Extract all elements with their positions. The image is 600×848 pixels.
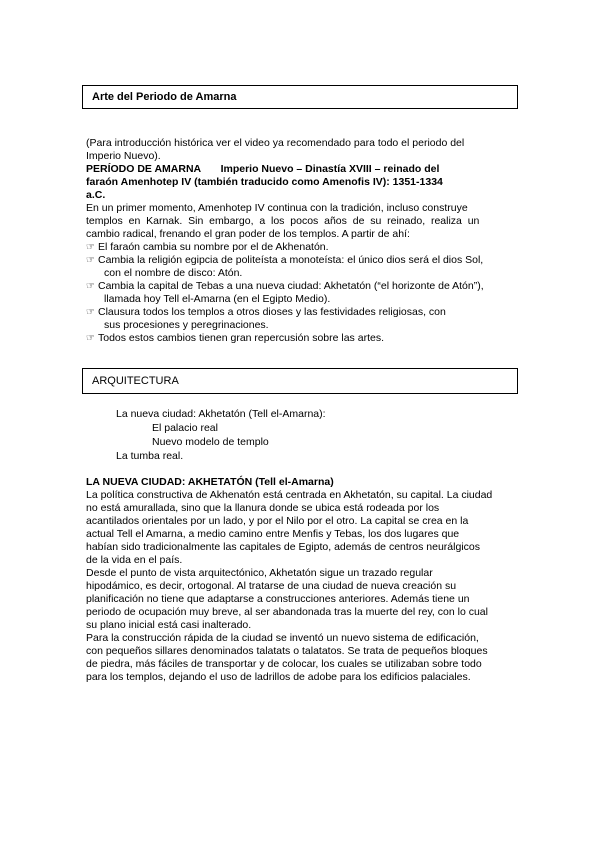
bullet-list <box>86 241 498 345</box>
intro-paragraph-line: templos en Karnak. Sin embargo, a los pocos años de su reinado, realiza un <box>86 215 480 227</box>
paragraph-line: planificación no tiene que adaptarse a construcciones anteriores. Además tiene un <box>86 593 470 605</box>
paragraph-line: periodo de ocupación muy breve, al ser abandonada tras la muerte del rey, con lo cual <box>86 606 488 618</box>
paragraph-line: de la vida en el país. <box>86 554 183 566</box>
bullet-text: Todos estos cambios tienen gran repercusión sobre las artes. <box>98 332 384 344</box>
intro-line: Imperio Nuevo). <box>86 150 161 162</box>
period-heading: a.C. <box>86 189 106 201</box>
period-heading <box>86 163 498 176</box>
section-title: ARQUITECTURA <box>92 375 179 387</box>
bullet-text: sus procesiones y peregrinaciones. <box>104 319 269 331</box>
title-box <box>82 85 518 109</box>
bullet-text: Cambia la religión egipcia de politeísta a monoteísta: el único dios será el dios Sol, <box>98 254 484 266</box>
list-item <box>86 241 498 254</box>
paragraph-line: no está amurallada, sino que la llanura donde se ubica está rodeada por los <box>86 502 440 514</box>
bullet-text: El faraón cambia su nombre por el de Akhenatón. <box>98 241 329 253</box>
period-heading-a: PERÍODO DE AMARNA <box>86 163 201 175</box>
bullet-text: con el nombre de disco: Atón. <box>104 267 243 279</box>
pointing-hand-icon: ☞ <box>86 281 95 292</box>
list-item <box>86 280 498 306</box>
bullet-text: llamada hoy Tell el-Amarna (en el Egipto Medio). <box>104 293 331 305</box>
list-item <box>86 332 498 345</box>
paragraph-line: para los templos, dejando el uso de ladrillos de adobe para los edificios palaciales. <box>86 671 471 683</box>
section-heading: LA NUEVA CIUDAD: AKHETATÓN (Tell el-Amarna) <box>86 476 334 488</box>
paragraph-line: su plano inicial está casi inalterado. <box>86 619 252 631</box>
paragraph-line: Para la construcción rápida de la ciudad se inventó un nuevo sistema de edificación, <box>86 632 479 644</box>
period-heading-b: Imperio Nuevo – Dinastía XVIII – reinado del <box>220 163 440 175</box>
paragraph-line: con pequeños sillares denominados talatats o talatatos. Se trata de pequeños bloques <box>86 645 488 657</box>
paragraph-line: habían sido tradicionalmente las capitales de Egipto, además de centros neurálgicos <box>86 541 480 553</box>
period-heading: faraón Amenhotep IV (también traducido como Amenofis IV): 1351-1334 <box>86 176 443 188</box>
outline-subitem: El palacio real <box>152 422 218 434</box>
intro-paragraph-line: cambio radical, frenando el gran poder de los templos. A partir de ahí: <box>86 228 410 240</box>
pointing-hand-icon: ☞ <box>86 307 95 318</box>
paragraph-line: actual Tell el Amarna, a medio camino entre Menfis y Tebas, los dos lugares que <box>86 528 460 540</box>
city-section <box>86 476 498 684</box>
list-item <box>86 254 498 280</box>
architecture-outline <box>116 407 326 463</box>
architecture-box <box>82 368 518 394</box>
pointing-hand-icon: ☞ <box>86 333 95 344</box>
outline-item: La tumba real. <box>116 450 184 462</box>
paragraph-line: de piedra, más fáciles de transportar y de colocar, los cuales se utilizaban sobre todo <box>86 658 482 670</box>
pointing-hand-icon: ☞ <box>86 242 95 253</box>
paragraph-line: acantilados orientales por un lado, y por el Nilo por el otro. La capital se crea en la <box>86 515 469 527</box>
outline-subitem: Nuevo modelo de templo <box>152 436 269 448</box>
bullet-text: Clausura todos los templos a otros dioses y las festividades religiosas, con <box>98 306 446 318</box>
list-item <box>86 306 498 332</box>
pointing-hand-icon: ☞ <box>86 255 95 266</box>
paragraph-line: La política constructiva de Akhenatón está centrada en Akhetatón, su capital. La ciudad <box>86 489 493 501</box>
bullet-text: Cambia la capital de Tebas a una nueva ciudad: Akhetatón (“el horizonte de Atón”), <box>98 280 484 292</box>
paragraph-line: Desde el punto de vista arquitectónico, Akhetatón sigue un trazado regular <box>86 567 433 579</box>
intro-line: (Para introducción histórica ver el video ya recomendado para todo el periodo del <box>86 137 465 149</box>
document-title: Arte del Periodo de Amarna <box>92 91 237 103</box>
intro-section <box>86 137 498 345</box>
paragraph-line: hipodámico, es decir, ortogonal. Al tratarse de una ciudad de nueva creación su <box>86 580 457 592</box>
outline-item: La nueva ciudad: Akhetatón (Tell el-Amarna): <box>116 408 326 420</box>
intro-paragraph-line: En un primer momento, Amenhotep IV continua con la tradición, incluso construye <box>86 202 468 214</box>
